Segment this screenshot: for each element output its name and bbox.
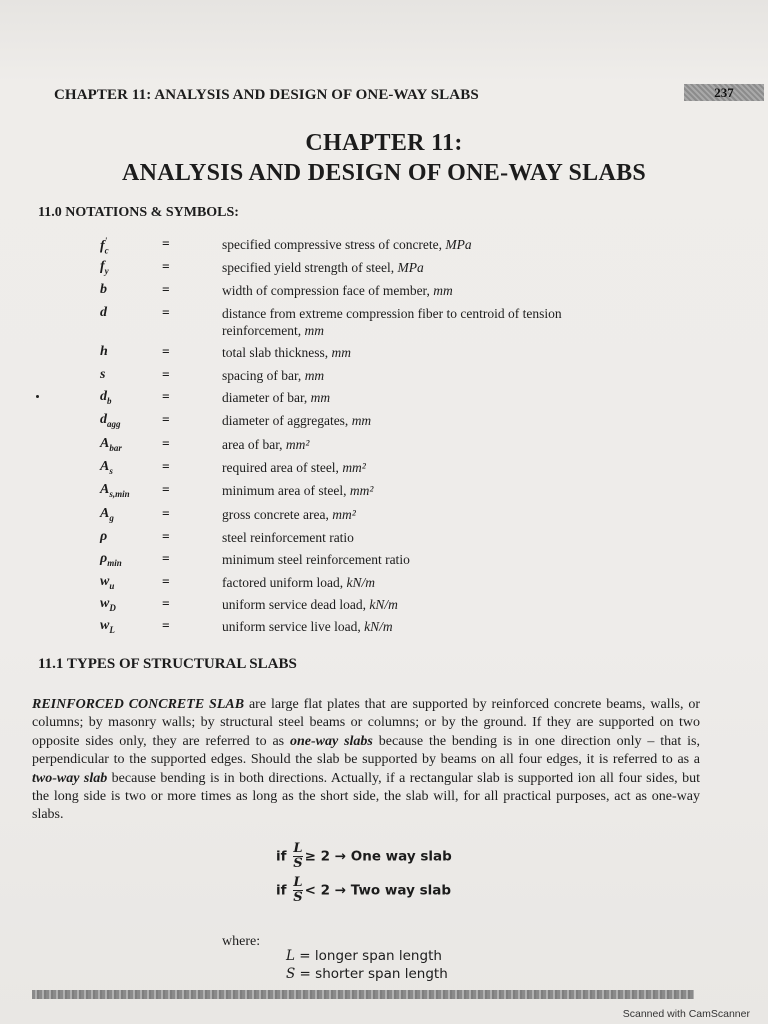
notation-definition: uniform service live load, kN/m [222,619,393,634]
notation-definition: diameter of bar, mm [222,390,331,405]
notation-symbol: $A_{bar}$ [100,436,122,453]
notation-definition: gross concrete area, mm² [222,507,356,522]
footer-rule [32,990,694,999]
criterion-two-way: if $\frac{L}{S}$ < 2 → Two way slab [276,875,452,905]
notation-definition: area of bar, mm² [222,437,310,452]
notation-symbol: $d_b$ [100,389,112,406]
notation-equals: = [162,459,170,474]
notation-equals: = [162,482,170,497]
one-way-term: one-way slabs [290,733,373,749]
paragraph-lead: REINFORCED CONCRETE SLAB [32,697,245,712]
notation-symbol: ρ [100,529,108,544]
where-definition: L = longer span length [286,948,442,964]
notation-equals: = [162,596,170,611]
notation-symbol: $w_u$ [100,574,115,591]
arrow-icon: → [334,848,347,865]
slab-types-paragraph: REINFORCED CONCRETE SLAB are large flat plates that are supported by reinforced concrete beams, walls, or columns; by masonry walls; by structural steel beams or columns; or by the ground. If they are supported on two opposite sides only, they are referred to as one-way slabs because the bending is in one direction only – that is, perpendicular to the supported edges. Should the slab be supported by beams on all four edges, it is referred to as a two-way slab because bending is in both directions. Actually, if a rectangular slab is supported ion all four sides, but the long side is two or more times as long as the short side, the slab will, for all practical purposes, act as one-way slabs. [32,697,700,823]
notation-equals: = [162,551,170,566]
notation-definition: spacing of bar, mm [222,368,325,383]
notation-definition: diameter of aggregates, mm [222,413,372,428]
notation-equals: = [162,574,170,589]
chapter-title-line1: CHAPTER 11: [305,130,463,156]
notation-symbol: s [100,367,106,382]
notation-symbol: b [100,282,107,297]
notation-definition: uniform service dead load, kN/m [222,597,398,612]
running-head: CHAPTER 11: ANALYSIS AND DESIGN OF ONE-WAY SLABS [54,87,479,103]
notation-symbol: $\rho_{min}$ [100,551,122,568]
notation-definition: total slab thickness, mm [222,345,351,360]
notation-equals: = [162,618,170,633]
notation-equals: = [162,412,170,427]
notation-symbol: $d_{agg}$ [100,412,121,429]
where-definition: S = shorter span length [286,966,448,982]
notation-equals: = [162,367,170,382]
notation-definition: required area of steel, mm² [222,460,366,475]
notation-definition: specified yield strength of steel, MPa [222,260,424,275]
types-heading: 11.1 TYPES OF STRUCTURAL SLABS [38,656,297,672]
notation-symbol: $w_L$ [100,618,115,635]
notation-equals: = [162,236,170,251]
notation-definition: distance from extreme compression fiber to centroid of tension reinforcement, mm [222,306,562,338]
notation-symbol: $A_{s,min}$ [100,482,130,499]
notation-equals: = [162,305,170,320]
notation-symbol: $A_s$ [100,459,113,476]
notation-definition: minimum area of steel, mm² [222,483,374,498]
notation-definition: specified compressive stress of concrete, MPa [222,237,472,252]
notation-definition: minimum steel reinforcement ratio [222,552,410,567]
notation-symbol: $w_D$ [100,596,116,613]
notation-symbol: d [100,305,107,320]
notation-equals: = [162,529,170,544]
notation-equals: = [162,506,170,521]
fraction-l-over-s: $\frac{L}{S}$ [293,875,303,905]
fraction-l-over-s: $\frac{L}{S}$ [293,841,303,871]
notation-symbol: $f_c'$ [100,236,109,256]
notation-equals: = [162,389,170,404]
criterion-one-way: if $\frac{L}{S}$ ≥ 2 → One way slab [276,841,452,871]
notation-equals: = [162,436,170,451]
where-label: where: [222,934,261,949]
notation-definition: width of compression face of member, mm [222,283,453,298]
notation-symbol: h [100,344,108,359]
notation-definition: factored uniform load, kN/m [222,575,375,590]
arrow-icon: → [334,882,347,899]
notation-equals: = [162,282,170,297]
notation-symbol: $f_y$ [100,259,109,276]
two-way-term: two-way slab [32,770,108,786]
scan-speck [36,395,39,398]
chapter-title-line2: ANALYSIS AND DESIGN OF ONE-WAY SLABS [121,160,647,186]
notations-heading: 11.0 NOTATIONS & SYMBOLS: [38,205,239,220]
notation-equals: = [162,259,170,274]
notation-symbol: $A_g$ [100,506,114,523]
page-number: 237 [684,84,764,101]
scanner-watermark: Scanned with CamScanner [622,1008,750,1020]
notation-definition: steel reinforcement ratio [222,530,354,545]
notation-equals: = [162,344,170,359]
